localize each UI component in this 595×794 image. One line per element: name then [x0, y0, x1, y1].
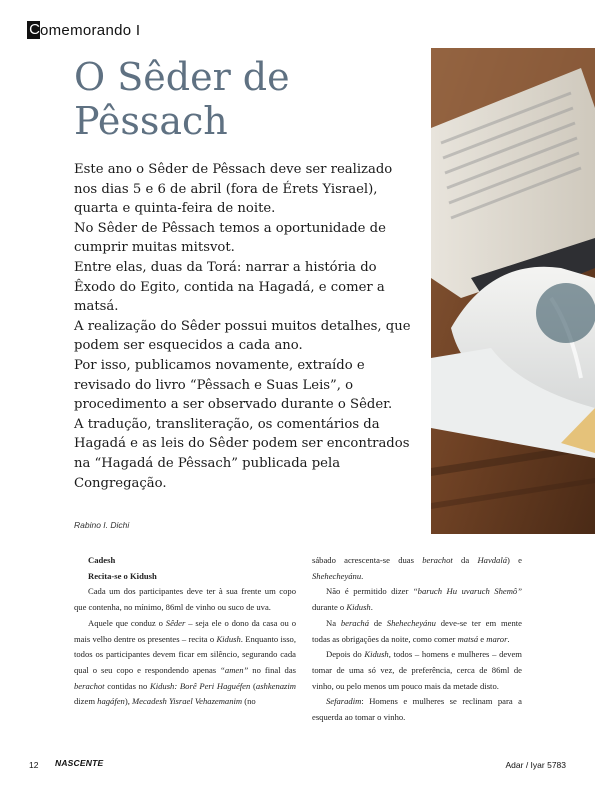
author-byline: Rabino I. Dichi — [74, 520, 130, 530]
intro-text — [74, 160, 419, 493]
body-paragraph: Não é permitido dizer “baruch Hu uvaruch Shemô” durante o Kidush. — [312, 586, 522, 613]
body-paragraph: Cada um dos participantes deve ter à sua frente um copo que contenha, no mínimo, 86ml de vinho ou suco de uva. — [74, 586, 296, 613]
body-column-right — [312, 553, 522, 726]
intro-paragraph: Este ano o Sêder de Pêssach deve ser realizado nos dias 5 e 6 de abril (fora de Érets Yisrael), quarta e quinta-feira de noite. — [74, 162, 393, 217]
intro-paragraph: A tradução, transliteração, os comentários da Hagadá e as leis do Sêder podem ser encontrados na “Hagadá de Pêssach” publicada pela Congregação. — [74, 416, 410, 491]
section-tag-initial: C — [27, 21, 40, 39]
section-subheading: Recita-se o Kidush — [88, 570, 157, 581]
magazine-logo: NASCENTE — [55, 758, 104, 768]
intro-paragraph: Por isso, publicamos novamente, extraído e revisado do livro “Pêssach e Suas Leis”, o procedimento a ser observado durante o Sêder. — [74, 357, 393, 413]
intro-paragraph: No Sêder de Pêssach temos a oportunidade de cumprir muitas mitsvot. — [74, 220, 386, 256]
article-title: O Sêder de Pêssach — [74, 55, 290, 143]
section-tag — [27, 21, 140, 39]
body-paragraph: Aquele que conduz o Sêder – seja ele o dono da casa ou o mais velho dentre os presentes – recita o Kidush. Enquanto isso, todos os participantes devem ficar em silêncio, segurando cada qual o seu copo e respondendo apenas “amen” no final das berachot contidas no Kidush: Borê Peri Haguéfen (ashkenazim dizem hagáfen), Mecadesh Yisrael Vehazemanim (no — [74, 617, 297, 707]
body-paragraph: Sefaradim: Homens e mulheres se reclinam para a esquerda ao tomar o vinho. — [312, 696, 522, 723]
issue-date: Adar / Iyar 5783 — [505, 760, 566, 770]
seder-table-image — [431, 48, 595, 534]
intro-paragraph: Entre elas, duas da Torá: narrar a história do Êxodo do Egito, contida na Hagadá, e comer a matsá. — [74, 259, 385, 315]
intro-paragraph: A realização do Sêder possui muitos detalhes, que podem ser esquecidos a cada ano. — [74, 318, 411, 354]
body-column-left — [74, 553, 296, 710]
section-heading: Cadesh — [88, 555, 116, 565]
page-number: 12 — [29, 760, 39, 770]
body-paragraph: Depois do Kidush, todos – homens e mulheres – devem tomar de uma só vez, de preferência, cerca de 86ml de vinho, ou pelo menos um pouco mais da metade disto. — [312, 649, 522, 691]
section-name: omemorando I — [40, 21, 141, 39]
seder-photo — [431, 48, 595, 534]
body-paragraph: Na berachá de Shehecheyánu deve-se ter em mente todas as obrigações da noite, como comer matsá e maror. — [312, 617, 522, 644]
body-paragraph: sábado acrescenta-se duas berachot da Havdalá) e Shehecheyánu. — [312, 555, 522, 581]
